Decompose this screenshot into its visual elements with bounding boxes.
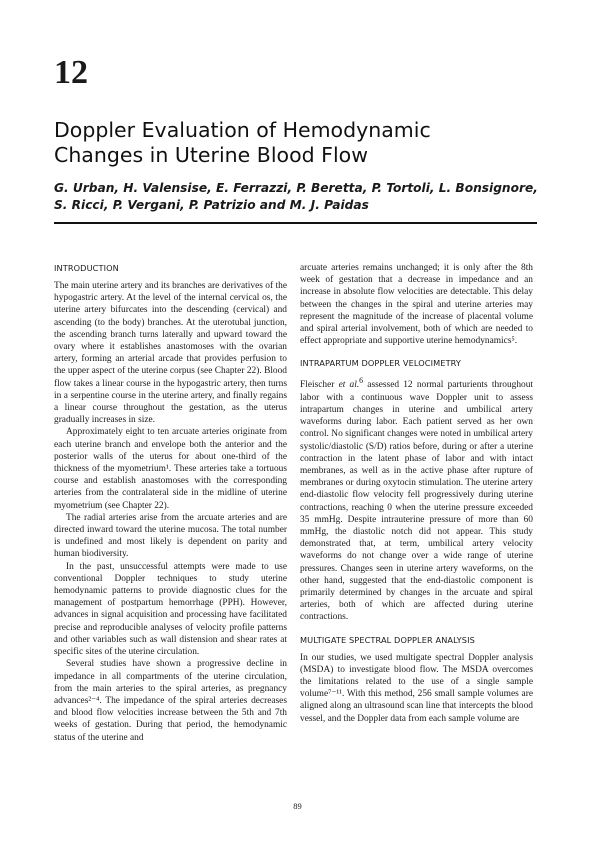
page-number: 89: [293, 801, 302, 811]
et-al-citation: et al.: [338, 380, 360, 391]
paragraph: [300, 375, 533, 623]
chapter-title-line-2: Changes in Uterine Blood Flow: [54, 143, 368, 167]
section-heading-introduction: INTRODUCTION: [54, 263, 119, 273]
section-heading-multigate: MULTIGATE SPECTRAL DOPPLER ANALYSIS: [300, 634, 475, 645]
right-column: [300, 262, 533, 725]
paragraph: The main uterine artery and its branches are derivatives of the hypogastric artery. At the level of the internal cervical os, the uterine artery bifurcates into the descending (cervical) and ascending (to the body) branches. At the uterotubal junction, the ascending branch turns laterally and upward toward the ovary where it establishes anastomoses with the ovarian artery, forming an arterial arcade that provides perfusion to the upper aspect of the uterine corpus (see Chapter 22). Blood flow takes a linear course in the hypogastric artery, then turns in a serpentine course in the uterine artery, and finally regains a linear course throughout the gestation, as the uterus gradually increases in size.: [54, 281, 287, 426]
reference-marker: 6: [359, 376, 364, 386]
paragraph: Approximately eight to ten arcuate arteries originate from each uterine branch and envelope both the anterior and the posterior walls of the uterus for about one-third of the thickness of the myometrium¹. These arteries take a tortuous course and establish anastomoses with the corresponding arteries from the contralateral side in the midline of uterine myometrium (see Chapter 22).: [54, 427, 287, 511]
chapter-number: 12: [54, 54, 88, 91]
chapter-title-line-1: Doppler Evaluation of Hemodynamic: [54, 118, 431, 142]
paragraph: In the past, unsuccessful attempts were made to use conventional Doppler techniques to study uterine hemodynamic patterns to provide diagnostic clues for the management of postpartum hemorrhage (PPH). However, advances in signal acquisition and processing have facilitated precise and reproducible analyses of velocity profile patterns and other variables such as wall distension and shear rates at specific sites of the uterine circulation.: [54, 561, 287, 658]
paragraph-start: Fleischer: [300, 380, 339, 391]
author-list-line-2: S. Ricci, P. Vergani, P. Patrizio and M. J. Paidas: [54, 198, 369, 212]
author-list-line-1: G. Urban, H. Valensise, E. Ferrazzi, P. Beretta, P. Tortoli, L. Bonsignore,: [54, 181, 538, 195]
title-divider: [54, 222, 537, 224]
left-column: [54, 262, 287, 744]
paragraph: arcuate arteries remains unchanged; it is only after the 8th week of gestation that a decrease in impedance and an increase in absolute flow velocities are detectable. This delay between the changes in the spiral and uterine arteries may represent the magnitude of the increase of placental volume and spiral arterial involvement, both of which are needed to effect appropriate and supportive uterine hemodynamics⁵.: [300, 263, 533, 347]
paragraph-rest: assessed 12 normal parturients throughout labor with a continuous wave Doppler unit to assess intrapartum changes in uterine and umbilical artery waveforms during labor. Each patient served as her own control. No significant changes were noted in umbilical artery systolic/diastolic (S/D) ratios before, during or after a uterine contraction in the latent phase of labor and with intact membranes, as well as in the active phase after rupture of membranes or during oxytocin stimulation. The uterine artery end-diastolic flow velocity fell progressively during uterine contractions, reaching 0 when the uterine pressure exceeded 35 mmHg. Despite intrauterine pressure of more than 60 mmHg, the diastolic notch did not appear. This study demonstrated that, at term, umbilical artery velocity waveforms do not change over a wide range of uterine pressures. Changes seen in uterine artery waveforms, on the other hand, suggested that the end-diastolic component is primarily determined by changes in the arcuate and spiral arteries, both of which are affected during uterine contractions.: [300, 380, 533, 623]
paragraph: In our studies, we used multigate spectral Doppler analysis (MSDA) to investigate blood flow. The MSDA overcomes the limitations related to the use of a single sample volume⁷⁻¹¹. With this method, 256 small sample volumes are aligned along an ultrasound scan line that intercepts the blood vessel, and the Doppler data from each sample volume are: [300, 652, 533, 724]
section-heading-intrapartum: INTRAPARTUM DOPPLER VELOCIMETRY: [300, 358, 462, 369]
author-list: [54, 180, 544, 214]
paragraph: Several studies have shown a progressive decline in impedance in all compartments of the uterine circulation, from the main arteries to the spiral arteries, as pregnancy advances²⁻⁴. The impedance of the spiral arteries decreases and blood flow velocities increase between the 5th and 7th weeks of gestation. During that period, the hemodynamic status of the uterine and: [54, 659, 287, 743]
paragraph: The radial arteries arise from the arcuate arteries and are directed inward toward the uterine mucosa. The total number is undefined and most likely is dependent on parity and human biodiversity.: [54, 512, 287, 560]
chapter-title: [54, 118, 544, 168]
